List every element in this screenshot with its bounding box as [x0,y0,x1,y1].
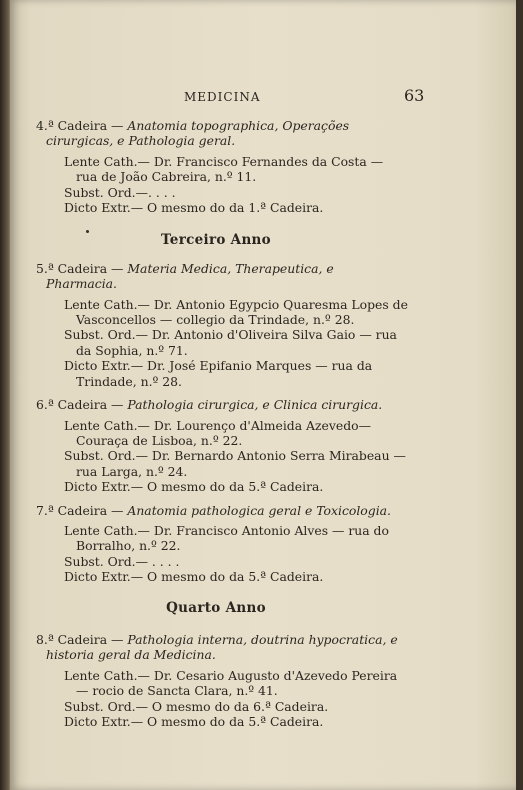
chair-subject: Materia Medica, Therapeutica, e Pharmacia. [46,260,334,292]
chair-line: Lente Cath.— Dr. Cesario Augusto d'Azevedo Pereira — rocio de Sancta Clara, n.º 41. [64,667,398,699]
chair-line: Dicto Extr.— O mesmo do da 5.ª Cadeira. [64,714,324,729]
running-title: MEDICINA [184,90,261,104]
year-heading: Quarto Anno [166,599,266,616]
chair-line: Lente Cath.— Dr. Francisco Fernandes da Costa — rua de João Cabreira, n.º 11. [64,153,384,185]
chair-line: Lente Cath.— Dr. Lourenço d'Almeida Azevedo—Couraça de Lisboa, n.º 22. [64,417,371,448]
chair-entry [24,632,408,729]
chair-line: Lente Cath.— Dr. Francisco Antonio Alves — rua do Borralho, n.º 22. [64,522,389,554]
chair-subject: Pathologia cirurgica, e Clinica cirurgica. [127,397,383,413]
chair-label: Cadeira — [57,118,124,133]
chair-number: 4.ª [36,118,54,133]
chair-heading [24,632,408,663]
chair-line: Subst. Ord.— Dr. Antonio d'Oliveira Silva Gaio — rua da Sophia, n.º 71. [64,327,397,358]
chair-heading [24,261,408,292]
chair-label: Cadeira — [57,631,124,647]
chair-subject: Anatomia topographica, Operações cirurgicas, e Pathologia geral. [46,118,350,149]
chair-line: Subst. Ord.— . . . . [64,553,180,569]
chair-line: Dicto Extr.— Dr. José Epifanio Marques — rua da Trindade, n.º 28. [64,358,373,389]
chair-line: Lente Cath.— Dr. Antonio Egypcio Quaresma Lopes de Vasconcellos — collegio da Trindade, n.º 28. [64,296,408,328]
chair-entry [24,503,408,585]
chair-label: Cadeira — [57,397,124,413]
chair-entry [24,118,408,215]
book-page [10,0,516,790]
chair-heading [24,503,408,518]
chair-entry [24,397,408,494]
chair-line: Dicto Extr.— O mesmo do da 5.ª Cadeira. [64,479,324,495]
chair-line: Dicto Extr.— O mesmo do da 5.ª Cadeira. [64,569,324,585]
chair-subject: Pathologia interna, doutrina hypocratica, e historia geral da Medicina. [46,631,398,663]
chair-number: 7.ª [36,502,54,518]
page-header [184,86,484,106]
chair-entry [24,261,408,389]
chair-number: 5.ª [36,260,54,276]
chair-subject: Anatomia pathologica geral e Toxicologia. [127,502,391,518]
chair-heading [24,397,408,412]
chair-line: Subst. Ord.— Dr. Bernardo Antonio Serra Mirabeau — rua Larga, n.º 24. [64,448,406,479]
chair-number: 8.ª [36,631,54,647]
chair-line: Dicto Extr.— O mesmo do da 1.ª Cadeira. [64,200,324,216]
page-number: 63 [404,86,425,105]
year-heading: Terceiro Anno [161,232,271,249]
page-content [24,118,408,729]
chair-line: Subst. Ord.— O mesmo do da 6.ª Cadeira. [64,698,329,714]
chair-number: 6.ª [36,397,54,413]
chair-line: Subst. Ord.—. . . . [64,184,176,200]
chair-label: Cadeira — [57,502,124,518]
chair-heading [24,118,408,149]
chair-label: Cadeira — [57,260,124,276]
